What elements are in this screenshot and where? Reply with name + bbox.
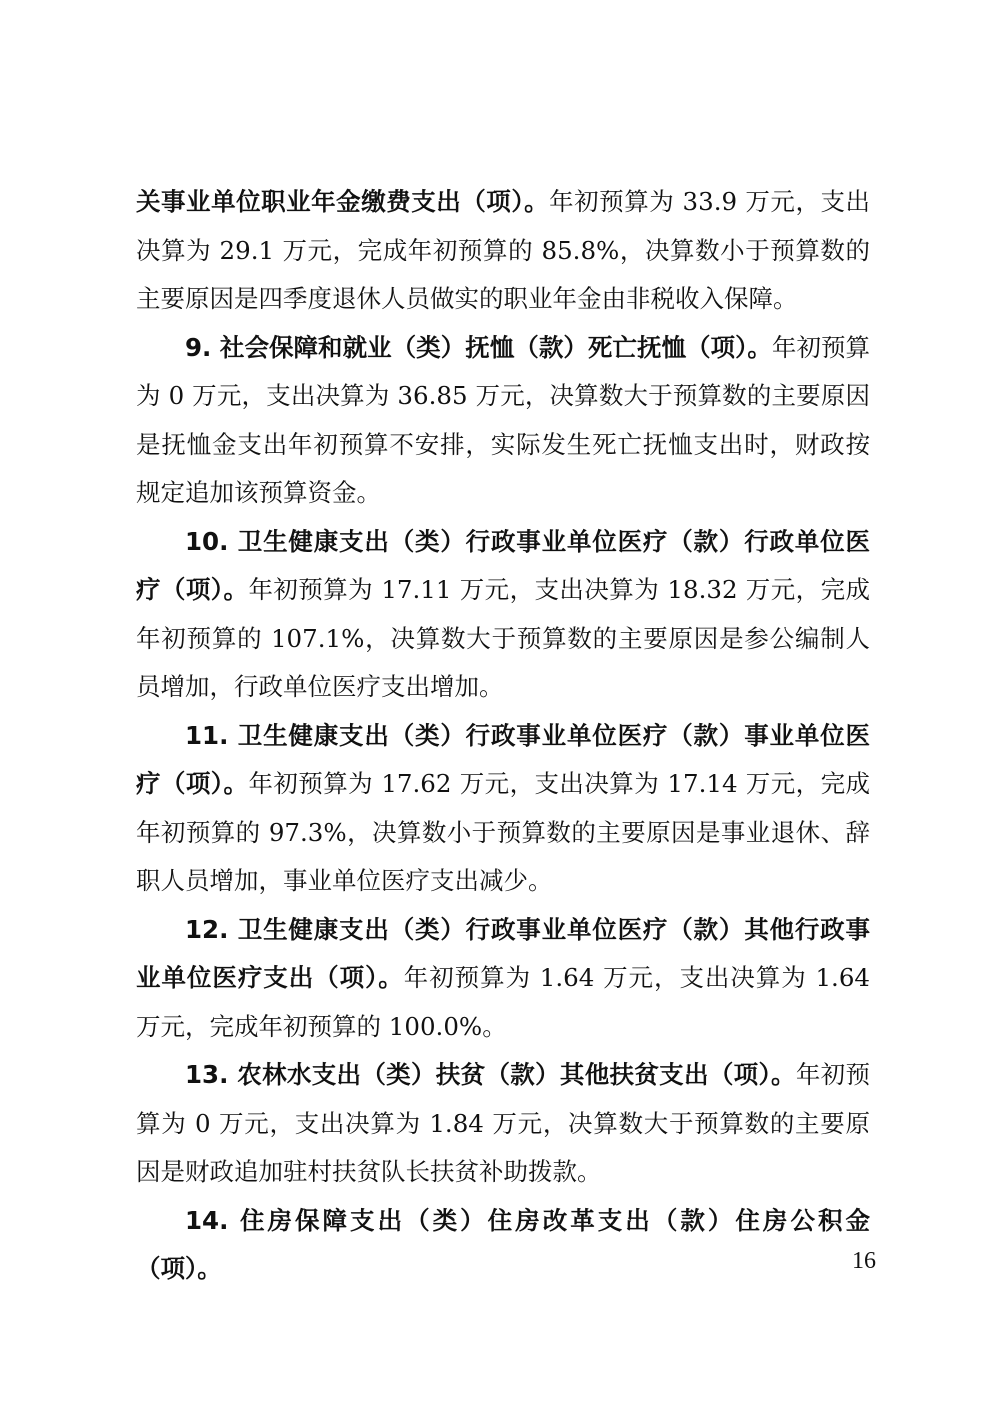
paragraph-heading: 9. 社会保障和就业（类）抚恤（款）死亡抚恤（项）。 <box>185 332 772 362</box>
paragraph-10 <box>136 518 870 712</box>
paragraph-text: 年初预算为 1.64 万元，支出决算为 1.64 万元，完成年初预算的 100.0%。 <box>136 963 871 1041</box>
paragraph-9 <box>136 324 870 518</box>
paragraph-text: 年初预算为 17.11 万元，支出决算为 18.32 万元，完成年初预算的 107.1%，决算数大于预算数的主要原因是参公编制人员增加，行政单位医疗支出增加。 <box>136 575 871 701</box>
paragraph-13 <box>136 1051 870 1197</box>
paragraph-text: 年初预算为 33.9 万元，支出决算为 29.1 万元，完成年初预算的 85.8%，决算数小于预算数的主要原因是四季度退休人员做实的职业年金由非税收入保障。 <box>136 187 870 313</box>
paragraph-heading: 13. 农林水支出（类）扶贫（款）其他扶贫支出（项）。 <box>185 1060 796 1089</box>
paragraph-heading: 12. 卫生健康支出（类）行政事业单位医疗（款）其他行政事业单位医疗支出（项）。 <box>136 914 870 992</box>
paragraph-heading: 10. 卫生健康支出（类）行政事业单位医疗（款）行政单位医疗（项）。 <box>136 526 870 604</box>
paragraph-12 <box>136 906 870 1052</box>
paragraph-text: 年初预算为 0 万元，支出决算为 36.85 万元，决算数大于预算数的主要原因是抚恤金支出年初预算不安排，实际发生死亡抚恤支出时，财政按规定追加该预算资金。 <box>136 332 871 507</box>
paragraph-text: 年初预算为 17.62 万元，支出决算为 17.14 万元，完成年初预算的 97.3%，决算数小于预算数的主要原因是事业退休、辞职人员增加，事业单位医疗支出减少。 <box>136 769 871 895</box>
page-number: 16 <box>852 1248 876 1274</box>
paragraph-11 <box>136 712 870 906</box>
paragraph-14 <box>136 1197 870 1294</box>
paragraph-heading: 关事业单位职业年金缴费支出（项）。 <box>136 187 550 216</box>
paragraph-8-continued <box>136 178 870 324</box>
paragraph-text: 年初预算为 0 万元，支出决算为 1.84 万元，决算数大于预算数的主要原因是财政追加驻村扶贫队长扶贫补助拨款。 <box>136 1060 870 1186</box>
page-body <box>136 178 870 1294</box>
paragraph-heading: 14. 住房保障支出（类）住房改革支出（款）住房公积金（项）。 <box>136 1205 870 1283</box>
paragraph-heading: 11. 卫生健康支出（类）行政事业单位医疗（款）事业单位医疗（项）。 <box>136 720 870 798</box>
